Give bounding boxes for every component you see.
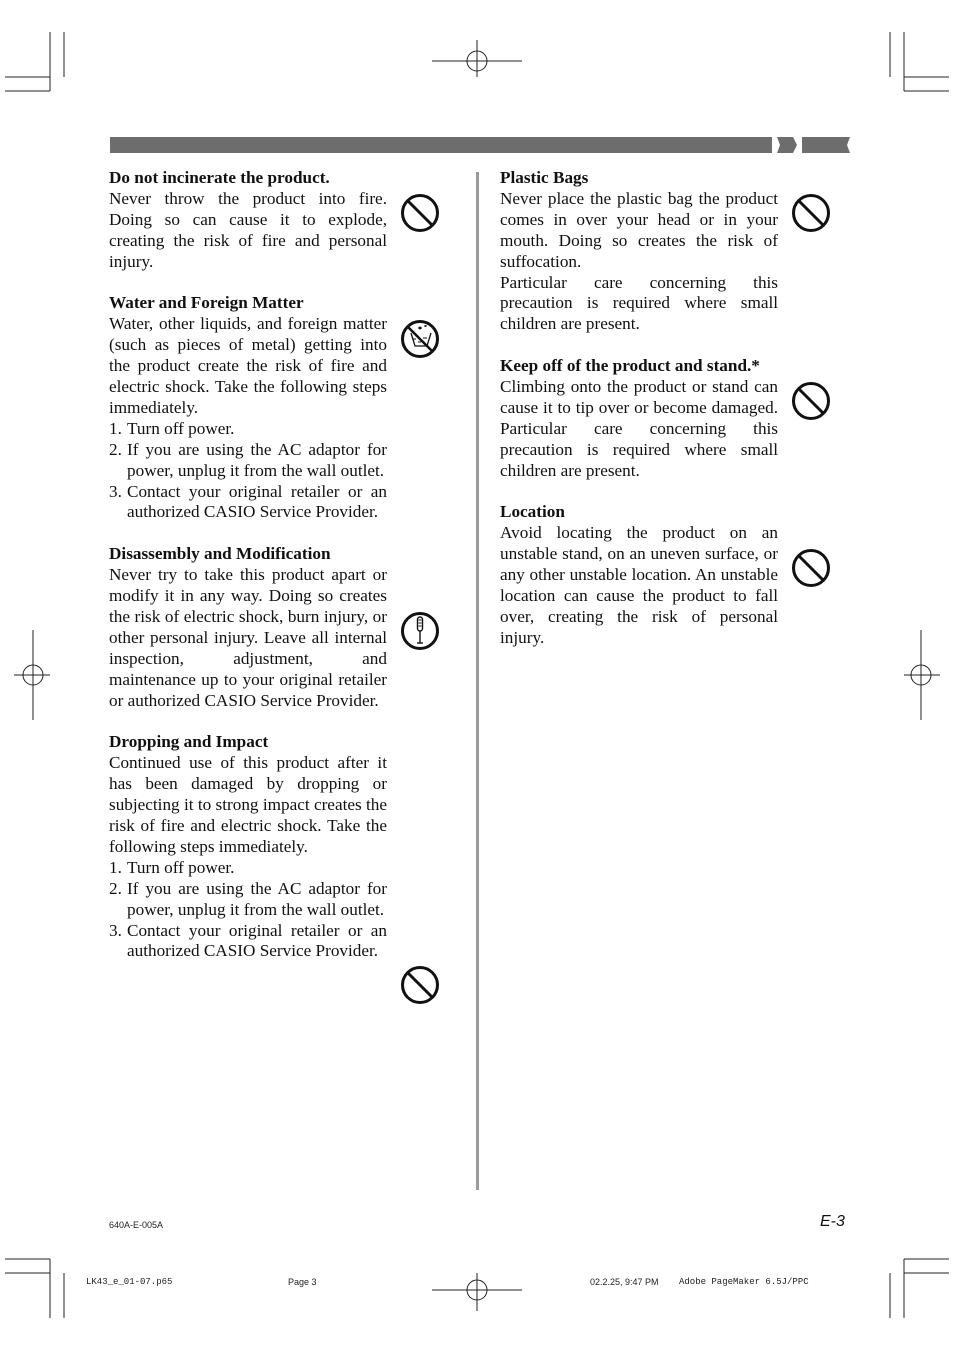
page-label: Page 3: [288, 1277, 317, 1287]
prohibition-icon: [400, 965, 440, 1005]
page-number: E-3: [820, 1213, 845, 1230]
list-item: 3. Contact your original retailer or an authorized CASIO Service Provider.: [109, 481, 387, 522]
section-heading: Water and Foreign Matter: [109, 293, 304, 313]
section-heading: Do not incinerate the product.: [109, 168, 330, 187]
app-name: Adobe PageMaker 6.5J/PPC: [679, 1277, 809, 1287]
list-item: 1. Turn off power.: [109, 418, 235, 438]
section-plastic-bags: [500, 168, 778, 335]
column-divider: [476, 172, 479, 1190]
left-column: [109, 168, 387, 983]
list-item: 3. Contact your original retailer or an authorized CASIO Service Provider.: [109, 920, 387, 961]
section-body: Never place the plastic bag the product comes in over your head or in your mouth. Doing so creates the risk of suffocation.: [500, 188, 778, 271]
right-column: [500, 168, 778, 670]
no-water-icon: [400, 319, 440, 359]
prohibition-icon: [400, 193, 440, 233]
doc-code: 640A-E-005A: [109, 1220, 164, 1230]
section-body: Never throw the product into fire. Doing so can cause it to explode, creating the risk of fire and personal injury.: [109, 188, 387, 271]
section-heading: Dropping and Impact: [109, 732, 269, 752]
steps-list: [109, 858, 387, 963]
section-water: [109, 293, 387, 523]
list-item: 2. If you are using the AC adaptor for power, unplug it from the wall outlet.: [109, 878, 387, 919]
timestamp: 02.2.25, 9:47 PM: [590, 1277, 659, 1287]
section-body: Climbing onto the product or stand can cause it to tip over or become damaged. Particular care concerning this precaution is required where small children are present.: [500, 377, 778, 480]
list-item: 2. If you are using the AC adaptor for power, unplug it from the wall outlet.: [109, 439, 387, 480]
header-bar: [110, 137, 850, 153]
list-item: 1. Turn off power.: [109, 857, 235, 877]
section-heading: Disassembly and Modification: [109, 544, 331, 564]
no-disassembly-icon: [400, 611, 440, 651]
section-keep-off: [500, 356, 778, 481]
section-disassembly: [109, 544, 387, 711]
section-heading: Keep off of the product and stand.*: [500, 356, 760, 376]
section-heading: Location: [500, 502, 565, 522]
file-name: LK43_e_01-07.p65: [86, 1277, 173, 1287]
steps-list: [109, 419, 387, 524]
section-dropping: [109, 732, 387, 962]
section-heading: Plastic Bags: [500, 168, 589, 187]
section-body: Water, other liquids, and foreign matter (such as pieces of metal) getting into the product create the risk of fire and electric shock. Take the following steps immediately.: [109, 314, 387, 417]
section-incinerate: [109, 168, 387, 273]
section-location: [500, 502, 778, 648]
section-body: Particular care concerning this precaution is required where small children are present.: [500, 272, 778, 334]
prohibition-icon: [791, 193, 831, 233]
prohibition-icon: [791, 548, 831, 588]
section-body: Continued use of this product after it has been damaged by dropping or subjecting it to strong impact creates the risk of fire and electric shock. Take the following steps immediately.: [109, 753, 387, 856]
section-body: Avoid locating the product on an unstable stand, on an uneven surface, or any other unstable location. An unstable location can cause the product to fall over, creating the risk of personal injury.: [500, 523, 778, 647]
section-body: Never try to take this product apart or modify it in any way. Doing so creates the risk of electric shock, burn injury, or other personal injury. Leave all internal inspection, adjustment, and maintenance up to your original retailer or authorized CASIO Service Provider.: [109, 565, 387, 710]
prohibition-icon: [791, 381, 831, 421]
